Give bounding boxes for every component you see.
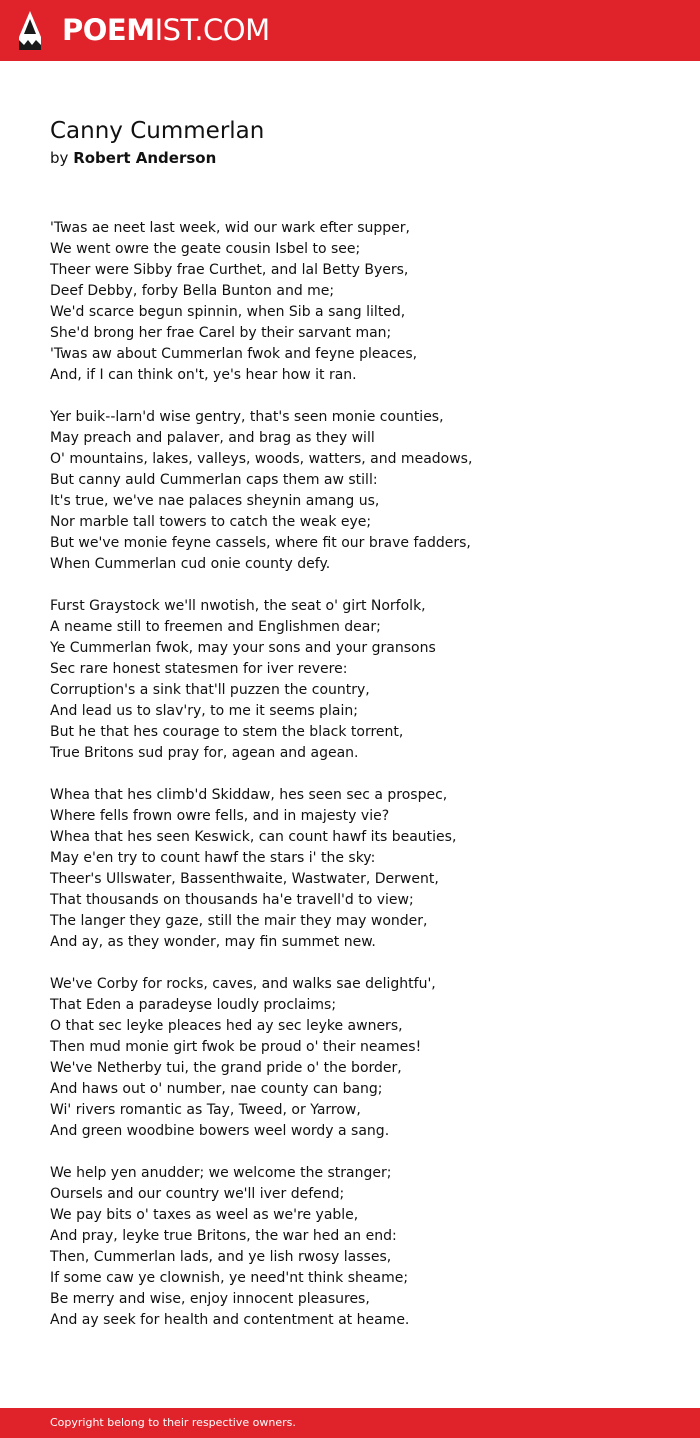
poem-line: May preach and palaver, and brag as they will — [50, 430, 375, 446]
poem-line: Ye Cummerlan fwok, may your sons and your gransons — [50, 640, 436, 656]
poem-line: We help yen anudder; we welcome the stranger; — [50, 1165, 392, 1181]
stanza — [50, 596, 670, 764]
poem-line: Wi' rivers romantic as Tay, Tweed, or Yarrow, — [50, 1102, 361, 1118]
poem-line: 'Twas aw about Cummerlan fwok and feyne pleaces, — [50, 346, 418, 362]
poem-line: And ay seek for health and contentment at heame. — [50, 1312, 410, 1328]
poem-line: She'd brong her frae Carel by their sarvant man; — [50, 325, 392, 341]
poem-line: Furst Graystock we'll nwotish, the seat o' girt Norfolk, — [50, 598, 426, 614]
poem-line: Theer's Ullswater, Bassenthwaite, Wastwater, Derwent, — [50, 871, 439, 887]
poem-line: 'Twas ae neet last week, wid our wark efter supper, — [50, 220, 410, 236]
stanza — [50, 785, 670, 953]
stanza — [50, 974, 670, 1142]
poem-line: That thousands on thousands ha'e travell'd to view; — [50, 892, 414, 908]
stanza — [50, 218, 670, 386]
poem-line: When Cummerlan cud onie county defy. — [50, 556, 331, 572]
poem-line: And ay, as they wonder, may fin summet new. — [50, 934, 376, 950]
poem-line: But canny auld Cummerlan caps them aw still: — [50, 472, 378, 488]
poem-line: Whea that hes climb'd Skiddaw, hes seen sec a prospec, — [50, 787, 448, 803]
copyright-text: Copyright belong to their respective owners. — [50, 1416, 296, 1429]
poem-line: O' mountains, lakes, valleys, woods, watters, and meadows, — [50, 451, 473, 467]
poem-line: Then, Cummerlan lads, and ye lish rwosy lasses, — [50, 1249, 392, 1265]
poem-line: If some caw ye clownish, ye need'nt think sheame; — [50, 1270, 409, 1286]
poem-line: We've Corby for rocks, caves, and walks sae delightfu', — [50, 976, 436, 992]
poem-line: And, if I can think on't, ye's hear how it ran. — [50, 367, 357, 383]
poem-line: Whea that hes seen Keswick, can count hawf its beauties, — [50, 829, 457, 845]
poem-line: And haws out o' number, nae county can bang; — [50, 1081, 383, 1097]
poem-line: Deef Debby, forby Bella Bunton and me; — [50, 283, 335, 299]
poem-line: Sec rare honest statesmen for iver revere: — [50, 661, 348, 677]
poem-line: Corruption's a sink that'll puzzen the country, — [50, 682, 370, 698]
poem-line: And green woodbine bowers weel wordy a sang. — [50, 1123, 390, 1139]
poem-line: But he that hes courage to stem the black torrent, — [50, 724, 404, 740]
poem-line: We pay bits o' taxes as weel as we're yable, — [50, 1207, 359, 1223]
poem-line: Then mud monie girt fwok be proud o' their neames! — [50, 1039, 422, 1055]
stanza — [50, 407, 670, 575]
logo-bold-text: POEM — [62, 13, 155, 47]
site-header — [0, 0, 700, 61]
poem-line: A neame still to freemen and Englishmen dear; — [50, 619, 381, 635]
site-footer — [0, 1408, 700, 1438]
poem-line: That Eden a paradeyse loudly proclaims; — [50, 997, 337, 1013]
logo-light-text: IST.COM — [154, 13, 270, 47]
poem-line: It's true, we've nae palaces sheynin amang us, — [50, 493, 380, 509]
poem-line: We'd scarce begun spinnin, when Sib a sang lilted, — [50, 304, 406, 320]
poem-line: And lead us to slav'ry, to me it seems plain; — [50, 703, 358, 719]
poem-line: Yer buik--larn'd wise gentry, that's seen monie counties, — [50, 409, 444, 425]
poem-line: O that sec leyke pleaces hed ay sec leyke awners, — [50, 1018, 403, 1034]
poem-line: And pray, leyke true Britons, the war hed an end: — [50, 1228, 397, 1244]
stanza — [50, 1163, 670, 1331]
poem-line: We went owre the geate cousin Isbel to see; — [50, 241, 361, 257]
poem-line: Theer were Sibby frae Curthet, and lal Betty Byers, — [50, 262, 409, 278]
poem-line: True Britons sud pray for, agean and agean. — [50, 745, 359, 761]
by-label: by — [50, 149, 69, 167]
poem-line: Oursels and our country we'll iver defend; — [50, 1186, 345, 1202]
pen-nib-icon — [17, 10, 43, 51]
poem-byline — [50, 148, 216, 169]
poem-title: Canny Cummerlan — [50, 118, 265, 144]
poem-body — [50, 218, 670, 1352]
poem-line: But we've monie feyne cassels, where fit our brave fadders, — [50, 535, 471, 551]
poem-line: May e'en try to count hawf the stars i' the sky: — [50, 850, 376, 866]
poem-line: Be merry and wise, enjoy innocent pleasures, — [50, 1291, 370, 1307]
poem-line: We've Netherby tui, the grand pride o' the border, — [50, 1060, 402, 1076]
poem-author: Robert Anderson — [73, 149, 217, 167]
poem-line: The langer they gaze, still the mair they may wonder, — [50, 913, 428, 929]
site-logo[interactable] — [62, 13, 270, 47]
poem-line: Where fells frown owre fells, and in majesty vie? — [50, 808, 390, 824]
poem-line: Nor marble tall towers to catch the weak eye; — [50, 514, 372, 530]
